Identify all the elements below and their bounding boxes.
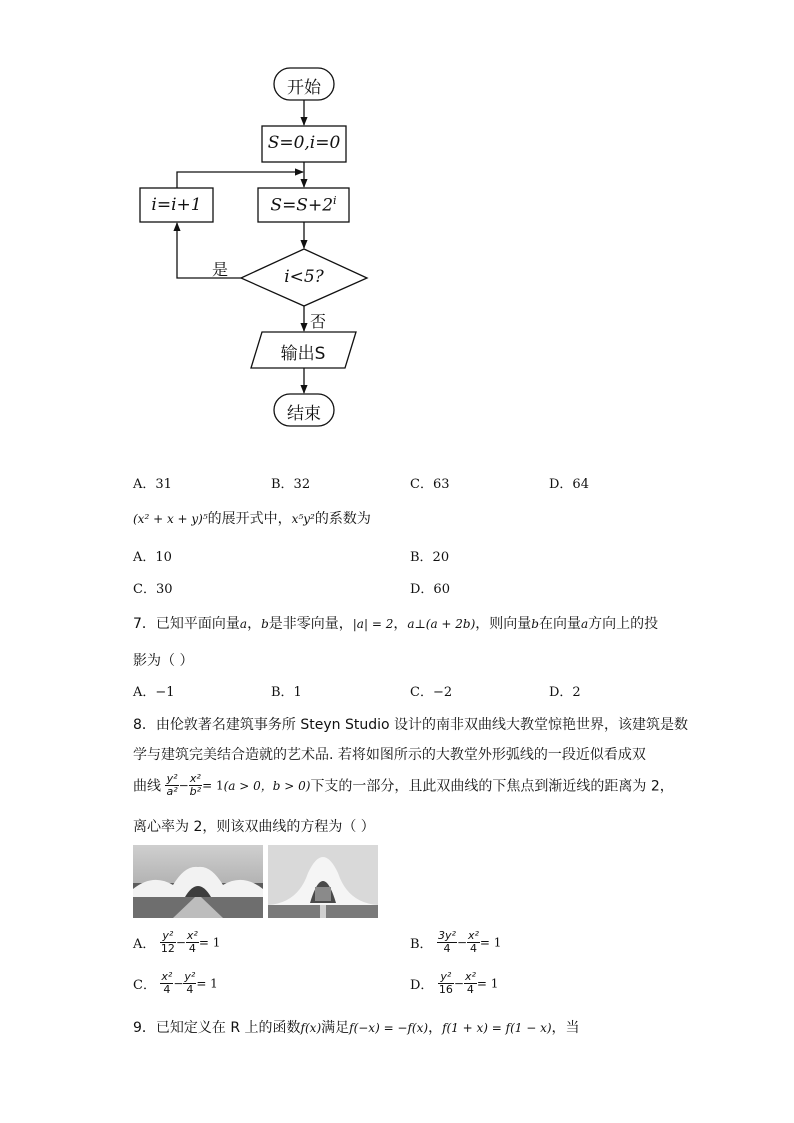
q9-fx: f(x) bbox=[300, 1021, 322, 1035]
q7-sep: ， bbox=[247, 616, 262, 632]
yes-label: 是 bbox=[212, 260, 229, 279]
q8-a-frac2: $\frac{\text{x²}}{4}$ bbox=[186, 929, 198, 955]
q7-line2: 影为（ ） bbox=[133, 653, 194, 669]
q7-option-b: B．1 bbox=[271, 685, 302, 700]
q8-d-frac2: $\frac{\text{x²}}{4}$ bbox=[464, 970, 476, 996]
cathedral-photo-1 bbox=[133, 845, 263, 918]
q8-option-c bbox=[133, 971, 218, 996]
q8-option-c-label: C． bbox=[133, 978, 156, 993]
q8-line1: 8．由伦敦著名建筑事务所 Steyn Studio 设计的南非双曲线大教堂惊艳世界，该建筑是数 bbox=[133, 717, 688, 733]
q8-condition: (a > 0，b > 0) bbox=[223, 779, 311, 793]
q9-intro: 9．已知定义在 R 上的函数 bbox=[133, 1020, 301, 1036]
q8-a-eq: = 1 bbox=[198, 935, 221, 950]
q8-c-frac2: $\frac{\text{y²}}{4}$ bbox=[184, 970, 196, 996]
q8-curve-word: 曲线 bbox=[133, 778, 161, 795]
q8-d-frac1: $\frac{\text{y²}}{16}$ bbox=[438, 970, 453, 996]
q8-a-frac1: $\frac{\text{y²}}{12}$ bbox=[160, 929, 175, 955]
accumulate-text: S=S+2 bbox=[270, 195, 334, 216]
q7-line1: 7．已知平面向量a，b是非零向量，|a| = 2，a⊥(a + 2b)，则向量b在向量a方向上的投 bbox=[133, 616, 659, 632]
q8-c-eq: = 1 bbox=[196, 976, 218, 991]
q6-option-a: A．10 bbox=[133, 550, 172, 565]
output-label: 输出S bbox=[280, 344, 326, 364]
no-label: 否 bbox=[310, 312, 327, 331]
q9-when: ，当 bbox=[551, 1020, 580, 1036]
q8-line4: 离心率为 2，则该双曲线的方程为（ ） bbox=[133, 819, 375, 835]
q6-text: 的展开式中， bbox=[207, 511, 292, 527]
start-label: 开始 bbox=[287, 78, 321, 98]
q6-option-b: B．20 bbox=[410, 550, 450, 565]
q7-vector-a: a bbox=[239, 617, 248, 631]
accumulate-exponent: i bbox=[333, 194, 337, 207]
q8-frac-x2b2: $\frac{\text{x²}}{\text{b²}}$ bbox=[189, 772, 202, 798]
q7-then: ，则向量 bbox=[475, 616, 532, 632]
increment-label: i=i+1 bbox=[151, 195, 202, 215]
q8-b-frac1: $\frac{\text{3y²}}{4}$ bbox=[438, 929, 456, 955]
q8-option-a-label: A． bbox=[133, 937, 156, 952]
q7-option-a: A．−1 bbox=[133, 685, 175, 700]
q9-line1 bbox=[133, 1017, 580, 1037]
q8-c-frac1: $\frac{\text{x²}}{4}$ bbox=[161, 970, 173, 996]
init-label: S=0,i=0 bbox=[267, 133, 341, 153]
accumulate-label bbox=[258, 194, 349, 216]
q9-satisfies: 满足 bbox=[321, 1020, 350, 1036]
q8-minus: − bbox=[178, 778, 189, 793]
q6-option-c: C．30 bbox=[133, 582, 173, 597]
q5-option-d: D．64 bbox=[549, 477, 589, 492]
q7-vector-a-2: a bbox=[580, 617, 589, 631]
q7-nonzero: 是非零向量， bbox=[268, 616, 353, 632]
q7-dir: 方向上的投 bbox=[588, 616, 659, 632]
q7-vector-b-2: b bbox=[531, 617, 539, 631]
q8-a-minus: − bbox=[175, 935, 186, 950]
q6-stem bbox=[133, 508, 371, 528]
end-label: 结束 bbox=[287, 404, 321, 424]
q8-b-eq: = 1 bbox=[479, 935, 502, 950]
q6-option-d: D．60 bbox=[410, 582, 450, 597]
q8-option-d-label: D． bbox=[410, 978, 434, 993]
q6-term: x⁵y² bbox=[291, 512, 315, 526]
q8-b-frac2: $\frac{\text{x²}}{4}$ bbox=[468, 929, 479, 955]
q8-d-eq: = 1 bbox=[476, 976, 499, 991]
q5-option-b: B．32 bbox=[271, 477, 311, 492]
q8-option-b-label: B． bbox=[410, 937, 433, 952]
q6-tail: 的系数为 bbox=[314, 511, 371, 527]
q9-sym: f(1 + x) = f(1 − x) bbox=[442, 1021, 552, 1035]
q7-norm: |a| = 2 bbox=[352, 617, 394, 631]
q7-option-d: D．2 bbox=[549, 685, 581, 700]
q8-option-d bbox=[410, 971, 498, 996]
q5-option-c: C．63 bbox=[410, 477, 450, 492]
q9-odd: f(−x) = −f(x) bbox=[349, 1021, 429, 1035]
q8-frac-y2a2: $\frac{\text{y²}}{\text{a²}}$ bbox=[166, 772, 178, 798]
q8-equals-one: = 1 bbox=[202, 778, 224, 793]
q7-perp: a⊥(a + 2b) bbox=[407, 617, 476, 631]
q8-option-a bbox=[133, 930, 220, 955]
q8-c-minus: − bbox=[173, 976, 184, 991]
q9-comma: ， bbox=[428, 1020, 443, 1036]
q7-option-c: C．−2 bbox=[410, 685, 453, 700]
q8-line3-rest: 下支的一部分，且此双曲线的下焦点到渐近线的距离为 2， bbox=[310, 778, 674, 795]
q8-b-minus: − bbox=[456, 935, 467, 950]
q6-expression: (x² + x + y)⁵ bbox=[133, 512, 208, 526]
cathedral-photo-2 bbox=[268, 845, 378, 918]
q8-d-minus: − bbox=[453, 976, 464, 991]
q7-on: 在向量 bbox=[538, 616, 581, 632]
q7-intro: 7．已知平面向量 bbox=[133, 616, 240, 632]
q7-vector-b: b bbox=[261, 617, 269, 631]
q5-option-a: A．31 bbox=[133, 477, 172, 492]
q8-line2: 学与建筑完美结合造就的艺术品. 若将如图所示的大教堂外形弧线的一段近似看成双 bbox=[133, 747, 646, 763]
condition-label: i<5? bbox=[284, 267, 324, 287]
q8-line3 bbox=[133, 773, 674, 798]
flowchart bbox=[0, 0, 794, 440]
q8-option-b bbox=[410, 930, 501, 955]
